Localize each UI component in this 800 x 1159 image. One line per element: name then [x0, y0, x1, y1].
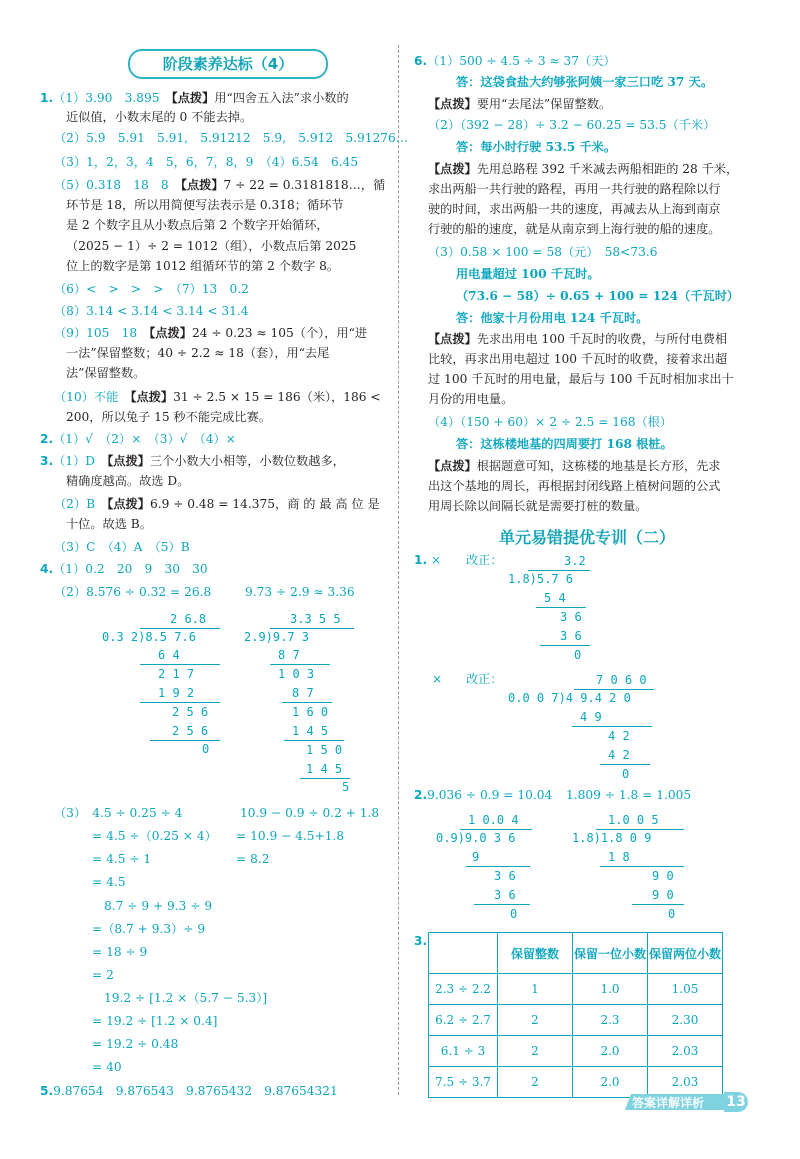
tip-6-2: 【点拨】先用总路程 392 千米减去两船相距的 28 千米，	[428, 162, 739, 176]
tip-6-4-line-3: 用周长除以间隔长就是需要打桩的数量。	[428, 499, 648, 513]
division-step: 1 4 5	[306, 762, 343, 776]
question-3-line-4: 十位。故选 B。	[66, 517, 152, 531]
question-1-line-6: 环节是 18，所以用简便写法表示是 0.31̇8̇；循环节	[66, 198, 344, 212]
question-1-line-16: 200，所以兔子 15 秒不能完成比赛。	[66, 410, 271, 424]
table-cell: 2.0	[573, 1036, 648, 1067]
error-2-line-b: 1.809 ÷ 1.8 = 1.005	[566, 788, 692, 802]
question-3-line-1: 3.（1）D 【点拨】三个小数大小相等，小数位数越多，	[40, 454, 345, 468]
division-head: 1.8)5.7 6	[508, 572, 574, 586]
division-step: 4 2	[608, 729, 630, 743]
division-step: 2 1 7	[158, 667, 195, 681]
footer-label: 答案详解详析	[632, 1096, 705, 1110]
question-1-line-5: （5）0.31̇8̇ 18 8 【点拨】7 ÷ 22 = 0.3181818…，循	[54, 178, 386, 192]
division-quotient: 3.2	[564, 554, 586, 568]
table-header-cell	[429, 933, 498, 974]
table-cell: 2	[498, 1005, 573, 1036]
tip-6-2-line-3: 驶的时间，求出两船一共的速度，再减去从上海到南京	[428, 202, 721, 216]
division-step: 1 9 2	[158, 686, 195, 700]
division-step: 1 0 3	[278, 667, 315, 681]
table-cell: 2	[498, 1036, 573, 1067]
calc-c-4: = 2	[92, 968, 114, 982]
division-step: 1 6 0	[292, 705, 329, 719]
page-number: 13	[724, 1092, 748, 1112]
section-title-stage-4: 阶段素养达标（4）	[128, 49, 328, 79]
division-head: 0.0 0 7)4 9.4 2 0	[508, 691, 631, 705]
question-6-line-10: （3）0.58 × 100 = 58（元） 58<73.6	[428, 245, 658, 259]
answer-6-1: 答：这袋食盐大约够张阿姨一家三口吃 37 天。	[456, 75, 714, 89]
error-1b-mark: ×	[432, 672, 443, 686]
calc-d-2: = 19.2 ÷ [1.2 × 0.4]	[92, 1014, 218, 1028]
division-quotient: 7 0 6 0	[596, 673, 647, 687]
tip-6-3-line-4: 月份的用电量。	[428, 392, 514, 406]
division-step: 4 9	[580, 710, 602, 724]
error-1-fix-label: 改正：	[466, 553, 503, 567]
calc-a-3: = 4.5 ÷ 1	[92, 852, 152, 866]
table-cell: 6.2 ÷ 2.7	[429, 1005, 498, 1036]
table-header-cell: 保留两位小数	[648, 933, 723, 974]
division-step: 4 2	[608, 748, 630, 762]
question-1-line-9: 位上的数字是第 1012 组循环节的第 2 个数字 8。	[66, 259, 340, 273]
answer-6-2: 答：每小时行驶 53.5 千米。	[456, 140, 617, 154]
calc-a-1: （3） 4.5 ÷ 0.25 ÷ 4	[54, 806, 183, 820]
division-step: 0	[668, 907, 676, 921]
question-1-line-2: 近似值，小数末尾的 0 不能去掉。	[66, 110, 253, 124]
tip-6-2-line-2: 求出两船一共行驶的路程，再用一共行驶的路程除以行	[428, 182, 721, 196]
question-3-line-5: （3）C （4）A （5）B	[54, 540, 190, 554]
division-step: 0	[202, 742, 210, 756]
division-step: 9 0	[652, 888, 674, 902]
column-divider	[398, 45, 399, 1095]
table-cell: 2.0	[573, 1067, 648, 1098]
division-step: 0	[622, 767, 630, 781]
table-header-row	[429, 933, 723, 974]
question-1-line-3: （2）5.9̇ 5.91 5.91, 5.912̇12 5.9̇, 5.91̇2̇ 5.9127̇6…	[54, 131, 408, 145]
tip-6-3-line-3: 过 100 千瓦时的用电量，最后与 100 千瓦时相加求出十	[428, 372, 734, 386]
calc-d-4: = 40	[92, 1060, 122, 1074]
table-cell: 2.03	[648, 1036, 723, 1067]
question-6-line-1: 6.（1）500 ÷ 4.5 ÷ 3 ≈ 37（天）	[414, 54, 616, 68]
calc-b-3: = 8.2	[236, 852, 270, 866]
question-1-line-11: （8）3.14 < 3.1̇4̇ < 3.14̇ < 31.4	[54, 304, 249, 318]
division-step: 1 8	[608, 850, 630, 864]
division-head: 1.8)1.8 0 9	[572, 831, 652, 845]
table-header-cell: 保留整数	[498, 933, 573, 974]
question-1-line-10: （6）< > > > （7）13 0.2	[54, 282, 249, 296]
calc-b-1: 10.9 − 0.9 ÷ 0.2 + 1.8	[240, 806, 380, 820]
division-head: 0.3 2)8.5 7.6	[102, 630, 196, 644]
tip-6-3-line-2: 比较，再求出用电超过 100 千瓦时的收费，接着求出超	[428, 352, 728, 366]
error-3-number: 3.	[414, 934, 428, 948]
division-step: 3 6	[560, 629, 582, 643]
division-quotient: 1 0.0 4	[468, 813, 519, 827]
table-cell: 2.3 ÷ 2.2	[429, 974, 498, 1005]
table-header-cell: 保留一位小数	[573, 933, 648, 974]
division-step: 0	[574, 648, 582, 662]
table-cell: 7.5 ÷ 3.7	[429, 1067, 498, 1098]
division-step: 1 5 0	[306, 743, 343, 757]
table-cell: 2.03	[648, 1067, 723, 1098]
division-head: 2.9)9.7 3	[244, 630, 310, 644]
table-cell: 1	[498, 974, 573, 1005]
question-3-line-3: （2）B 【点拨】6.9 ÷ 0.48 = 14.375，商 的 最 高 位 是	[54, 497, 380, 511]
answer-6-3-line-1: 用电量超过 100 千瓦时。	[456, 267, 600, 281]
division-step: 3 6	[494, 888, 516, 902]
table-cell: 2	[498, 1067, 573, 1098]
page-footer	[628, 1090, 746, 1114]
calc-c-2: =（8.7 + 9.3）÷ 9	[92, 922, 206, 936]
division-step: 5	[342, 780, 350, 794]
division-step: 3 6	[560, 610, 582, 624]
division-quotient: 2 6.8	[170, 612, 207, 626]
division-step: 9	[472, 850, 480, 864]
answer-6-3: 答：他家十月份用电 124 千瓦时。	[456, 311, 649, 325]
tip-6-2-line-4: 行驶的船的速度，就是从南京到上海行驶的船的速度。	[428, 222, 721, 236]
question-1-line-4: （3）1，2，3，4 5，6，7，8，9 （4）6.54 6.45	[54, 155, 359, 169]
section-title-unit-errors: 单元易错提优专训（二）	[498, 528, 675, 547]
question-1-line-1: 1.（1）3.90 3.895 【点拨】用“四舍五入法”求小数的	[40, 91, 349, 105]
division-step: 2 5 6	[172, 724, 209, 738]
question-6-line-18: （4）（150 + 60）× 2 ÷ 2.5 = 168（根）	[428, 415, 673, 429]
question-1-line-7: 是 2 个数字且从小数点后第 2 个数字开始循环，	[66, 218, 329, 232]
error-1-mark: 1. ×	[414, 553, 442, 567]
question-4-line-2a: （2）8.576 ÷ 0.32 = 26.8	[54, 585, 212, 599]
calc-d-1: 19.2 ÷ [1.2 ×（5.7 − 5.3）]	[104, 991, 268, 1005]
table-row	[429, 1036, 723, 1067]
error-2-line: 2.9.036 ÷ 0.9 = 10.04	[414, 788, 553, 802]
division-step: 5 4	[544, 591, 566, 605]
table-cell: 1.05	[648, 974, 723, 1005]
calc-c-3: = 18 ÷ 9	[92, 945, 148, 959]
calc-d-3: = 19.2 ÷ 0.48	[92, 1037, 179, 1051]
table-cell: 2.3	[573, 1005, 648, 1036]
tip-6-4-line-2: 出这个基地的周长，再根据封闭线路上植树问题的公式	[428, 479, 721, 493]
question-4-line-2b: 9.73 ÷ 2.9 ≈ 3.36	[245, 585, 355, 599]
tip-6-4: 【点拨】根据题意可知，这栋楼的地基是长方形，先求	[428, 459, 721, 473]
tip-6-3: 【点拨】先求出用电 100 千瓦时的收费，与所付电费相	[428, 332, 728, 346]
division-step: 9 0	[652, 869, 674, 883]
question-4-line-1: 4.（1）0.2 20 9 30 30	[40, 562, 208, 576]
question-3-line-2: 精确度越高。故选 D。	[66, 474, 190, 488]
question-5: 5.9.87654 9.876543 9.8765432 9.87654321	[40, 1084, 338, 1098]
table-cell: 2.30	[648, 1005, 723, 1036]
division-quotient: 3.3 5 5	[290, 612, 341, 626]
question-1-line-13: 一法”保留整数；40 ÷ 2.2 ≈ 18（套），用“去尾	[66, 346, 330, 360]
calc-a-2: = 4.5 ÷（0.25 × 4）	[92, 829, 217, 843]
division-head: 0.9)9.0 3 6	[436, 831, 516, 845]
question-6-line-4: （2）（392 − 28）÷ 3.2 − 60.25 = 53.5（千米）	[428, 118, 716, 132]
table-row	[429, 974, 723, 1005]
table-cell: 6.1 ÷ 3	[429, 1036, 498, 1067]
division-step: 2 5 6	[172, 705, 209, 719]
calc-a-4: = 4.5	[92, 875, 126, 889]
division-step: 6 4	[158, 648, 180, 662]
question-1-line-15: （10）不能 【点拨】31 ÷ 2.5 × 15 = 186（米），186 <	[54, 390, 381, 404]
answer-6-3-line-2: （73.6 − 58）÷ 0.65 + 100 = 124（千瓦时）	[456, 289, 740, 303]
question-1-line-8: （2025 − 1）÷ 2 = 1012（组），小数点后第 2025	[66, 239, 357, 253]
division-step: 1 4 5	[292, 724, 329, 738]
rounding-table	[428, 932, 723, 1098]
division-step: 8 7	[292, 686, 314, 700]
calc-b-2: = 10.9 − 4.5+1.8	[236, 829, 345, 843]
error-1b-fix-label: 改正：	[466, 672, 503, 686]
question-1-line-14: 法”保留整数。	[66, 366, 146, 380]
tip-6-1: 【点拨】要用“去尾法”保留整数。	[428, 97, 612, 111]
question-2: 2.（1）√ （2）× （3）√ （4）×	[40, 432, 236, 446]
question-1-line-12: （9）105 18 【点拨】24 ÷ 0.23 ≈ 105（个），用“进	[54, 326, 368, 340]
table-cell: 1.0	[573, 974, 648, 1005]
table-row	[429, 1005, 723, 1036]
division-step: 8 7	[278, 648, 300, 662]
division-step: 0	[510, 907, 518, 921]
division-quotient: 1.0 0 5	[608, 813, 659, 827]
calc-c-1: 8.7 ÷ 9 + 9.3 ÷ 9	[104, 899, 213, 913]
answer-6-4: 答：这栋楼地基的四周要打 168 根桩。	[456, 437, 673, 451]
division-step: 3 6	[494, 869, 516, 883]
